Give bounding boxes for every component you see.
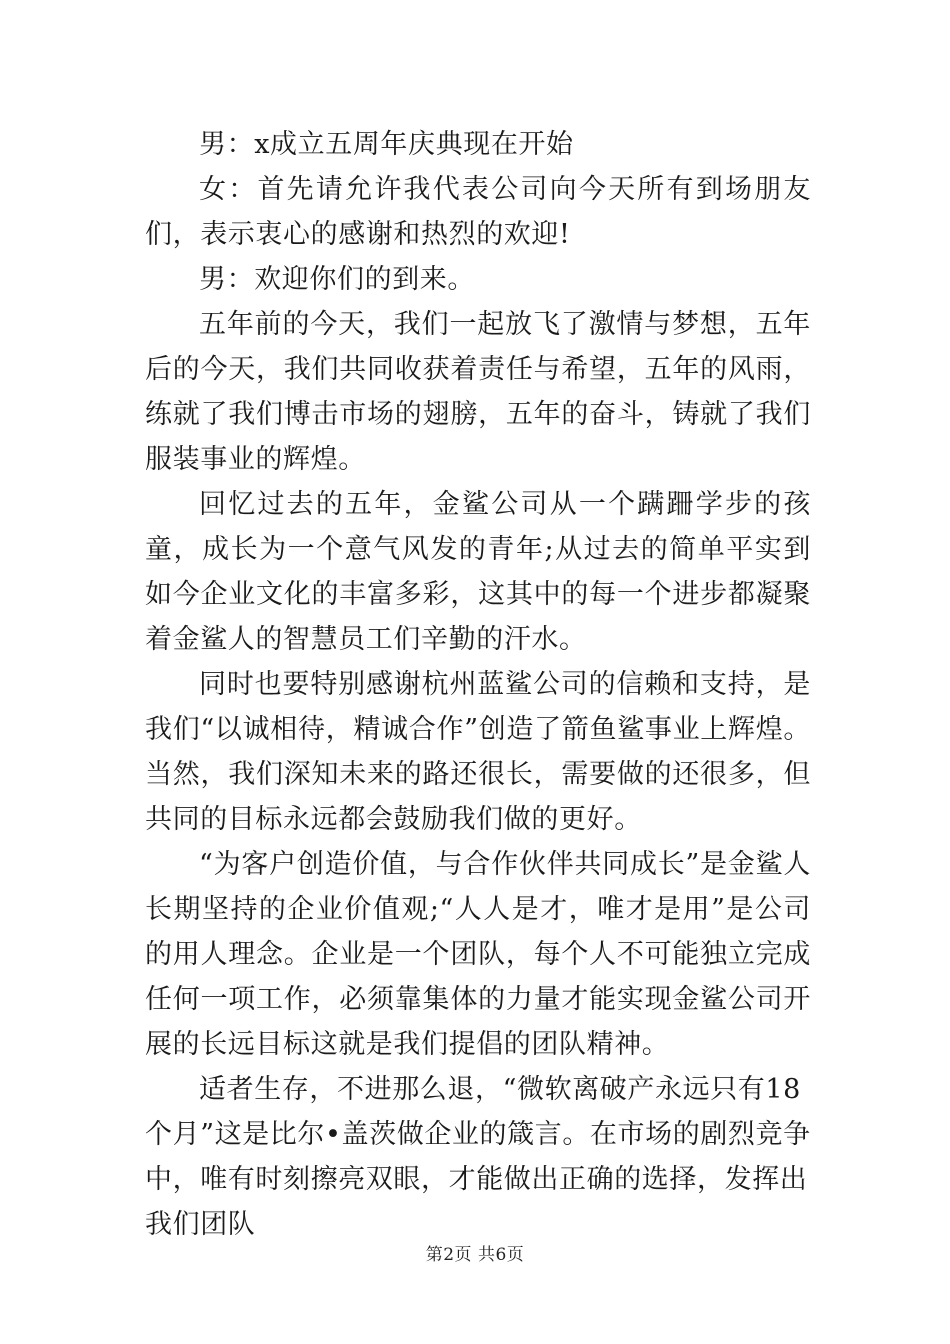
paragraph-opening-male: 男：x成立五周年庆典现在开始 [199, 129, 574, 160]
page-number-footer: 第2页 共6页 [425, 1245, 525, 1265]
paragraph-recall-past: 回忆过去的五年，金鲨公司从一个蹒跚学步的孩童，成长为一个意气风发的青年;从过去的简单平实到如今企业文化的丰富多彩，这其中的每一个进步都凝聚着金鲨人的智慧员工们辛勤的汗水。 [145, 489, 811, 655]
paragraph-welcome-male: 男：欢迎你们的到来。 [199, 264, 475, 295]
paragraph-thanks-hangzhou: 同时也要特别感谢杭州蓝鲨公司的信赖和支持，是我们“以诚相待，精诚合作”创造了箭鱼鲨事业上辉煌。当然，我们深知未来的路还很长，需要做的还很多，但共同的目标永远都会鼓励我们做的更好。 [145, 669, 811, 835]
paragraph-welcome-female: 女：首先请允许我代表公司向今天所有到场朋友们，表示衷心的感谢和热烈的欢迎! [145, 174, 811, 250]
paragraph-values: “为客户创造价值，与合作伙伴共同成长”是金鲨人长期坚持的企业价值观;“人人是才，唯才是用”是公司的用人理念。企业是一个团队，每个人不可能独立完成任何一项工作，必须靠集体的力量才能实现金鲨公司开展的长远目标这就是我们提倡的团队精神。 [145, 849, 811, 1060]
paragraph-survival: 适者生存，不进那么退，“微软离破产永远只有18个月”这是比尔•盖茨做企业的箴言。在市场的剧烈竞争中，唯有时刻擦亮双眼，才能做出正确的选择，发挥出我们团队 [145, 1074, 811, 1240]
document-body [145, 122, 811, 1247]
paragraph-five-years-ago: 五年前的今天，我们一起放飞了激情与梦想，五年后的今天，我们共同收获着责任与希望，五年的风雨，练就了我们博击市场的翅膀，五年的奋斗，铸就了我们服装事业的辉煌。 [145, 309, 811, 475]
